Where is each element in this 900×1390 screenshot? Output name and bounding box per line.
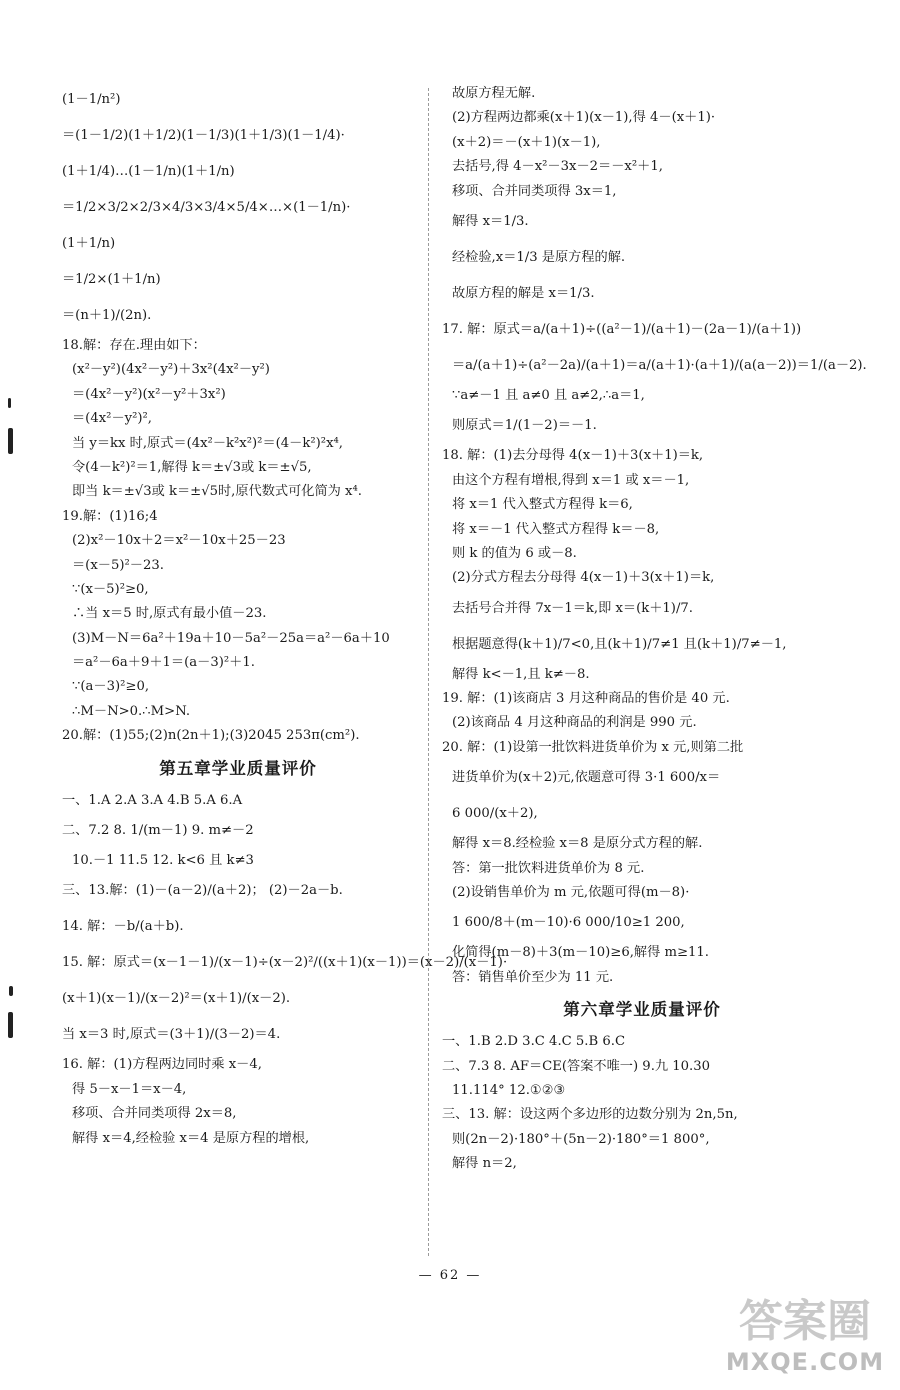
text-line: ∵(a－3)²≥0, [72,679,150,695]
text-line: 二、7.3 8. AF＝CE(答案不唯一) 9.九 10.30 [442,1058,711,1074]
text-line: 二、7.2 8. 1/(m－1) 9. m≠－2 [62,823,254,839]
text-line: 20. 解：(1)设第一批饮料进货单价为 x 元,则第二批 [442,739,744,755]
text-line: 解得 x＝8.经检验 x＝8 是原分式方程的解. [452,836,703,852]
text-line: 化简得(m－8)＋3(m－10)≥6,解得 m≥11. [452,945,710,961]
text-line: ＝(n＋1)/(2n). [62,308,152,323]
section-heading: 第六章学业质量评价 [563,1000,721,1020]
text-line: 得 5－x－1＝x－4, [72,1081,187,1097]
text-line: 经检验,x＝1/3 是原方程的解. [452,249,626,265]
section-heading: 第五章学业质量评价 [159,758,317,778]
text-line: 15. 解：原式＝(x－1－1)/(x－1)÷(x－2)²/((x＋1)(x－1))＝(x－2)/(x－1)· [62,955,508,971]
text-line: ＝(1－1/2)(1＋1/2)(1－1/3)(1＋1/3)(1－1/4)· [62,128,345,143]
text-line: 进货单价为(x＋2)元,依题意可得 3·1 600/x＝ [452,770,721,786]
text-line: 11.114° 12.①②③ [452,1082,566,1098]
text-line: 1 600/8＋(m－10)·6 000/10≥1 200, [452,915,685,931]
text-line: 答：第一批饮料进货单价为 8 元. [452,860,645,876]
text-line: 18. 解：(1)去分母得 4(x－1)＋3(x＋1)＝k, [442,448,704,464]
text-line: 令(4－k²)²＝1,解得 k＝±√3或 k＝±√5, [72,459,312,475]
text-line: 16. 解：(1)方程两边同时乘 x－4, [62,1057,262,1073]
right-column [442,82,867,1177]
text-line: 18.解：存在.理由如下： [62,338,206,353]
text-line: 一、1.A 2.A 3.A 4.B 5.A 6.A [62,792,243,808]
watermark-logo [720,1296,890,1382]
text-line: 19.解：(1)16;4 [62,508,158,524]
text-line: 则 k 的值为 6 或－8. [452,545,577,561]
text-line: (2)x²－10x＋2＝x²－10x＋25－23 [72,533,286,549]
text-line: ＝(4x²－y²)(x²－y²＋3x²) [72,386,226,402]
text-line: 17. 解：原式＝a/(a＋1)÷((a²－1)/(a＋1)－(2a－1)/(a＋1)) [442,321,802,337]
text-line: 解得 k<－1,且 k≠－8. [452,666,590,682]
text-line: ＝1/2×(1＋1/n) [62,272,161,287]
text-line: ＝a/(a＋1)÷(a²－2a)/(a＋1)＝a/(a＋1)·(a＋1)/(a(a－2))＝1/(a－2). [452,357,867,373]
text-line: 移项、合并同类项得 3x＝1, [452,183,617,199]
text-line: ∴当 x＝5 时,原式有最小值－23. [72,606,267,622]
text-line: 根据题意得(k＋1)/7<0,且(k＋1)/7≠1 且(k＋1)/7≠－1, [452,636,787,652]
text-line: ∵a≠－1 且 a≠0 且 a≠2,∴a＝1, [452,387,645,403]
page-number: — 62 — [418,1268,482,1283]
scan-mark [9,986,13,996]
text-line: (x＋1)(x－1)/(x－2)²＝(x＋1)/(x－2). [62,991,291,1007]
text-line: 一、1.B 2.D 3.C 4.C 5.B 6.C [442,1034,626,1050]
scan-mark [8,428,13,454]
text-line: 解得 x＝4,经检验 x＝4 是原方程的增根, [72,1130,310,1146]
text-line: 将 x＝1 代入整式方程得 k＝6, [452,497,633,513]
text-line: (x＋2)＝－(x＋1)(x－1), [452,134,601,150]
text-line: 答：销售单价至少为 11 元. [452,969,614,985]
scan-mark [8,398,11,408]
text-line: 14. 解：－b/(a＋b). [62,919,184,935]
watermark-url: MXQE.COM [725,1348,885,1376]
text-line: 当 y＝kx 时,原式＝(4x²－k²x²)²＝(4－k²)²x⁴, [72,435,343,451]
text-line: ＝a²－6a＋9＋1＝(a－3)²＋1. [72,655,255,671]
text-line: 三、13.解：(1)－(a－2)/(a＋2)； (2)－2a－b. [62,883,343,899]
text-line: 当 x＝3 时,原式＝(3＋1)/(3－2)＝4. [62,1027,281,1043]
text-line: (2)设销售单价为 m 元,依题可得(m－8)· [452,885,690,901]
text-line: 三、13. 解：设这两个多边形的边数分别为 2n,5n, [442,1107,738,1123]
text-line: 则原式＝1/(1－2)＝－1. [452,418,597,434]
text-line: 6 000/(x＋2), [452,806,538,822]
text-line: 解得 x＝1/3. [452,213,529,229]
text-line: (2)分式方程去分母得 4(x－1)＋3(x＋1)＝k, [452,570,715,586]
text-line: 则(2n－2)·180°＋(5n－2)·180°＝1 800°, [452,1131,710,1147]
text-line: (1＋1/n) [62,236,116,251]
text-line: (1－1/n²) [62,92,121,107]
text-line: ∵(x－5)²≥0, [72,581,149,597]
text-line: (3)M－N＝6a²＋19a＋10－5a²－25a＝a²－6a＋10 [72,630,390,646]
text-line: ＝(4x²－y²)², [72,411,152,427]
text-line: ＝(x－5)²－23. [72,557,164,573]
text-line: 即当 k＝±√3或 k＝±√5时,原代数式可化简为 x⁴. [72,484,362,500]
text-line: 将 x＝－1 代入整式方程得 k＝－8, [452,521,660,537]
text-line: 10.－1 11.5 12. k<6 且 k≠3 [72,853,254,869]
text-line: 由这个方程有增根,得到 x＝1 或 x＝－1, [452,472,690,488]
text-line: 解得 n＝2, [452,1156,517,1172]
text-line: 去括号合并得 7x－1＝k,即 x＝(k＋1)/7. [452,600,693,616]
text-line: (1＋1/4)…(1－1/n)(1＋1/n) [62,164,235,179]
text-line: (2)该商品 4 月这种商品的利润是 990 元. [452,715,697,731]
scan-mark [8,1012,13,1038]
watermark-text: 答案圈 [739,1296,871,1347]
text-line: 移项、合并同类项得 2x＝8, [72,1106,237,1122]
text-line: 故原方程无解. [452,86,536,101]
text-line: ∴M－N>0.∴M>N. [72,703,191,719]
text-line: (x²－y²)(4x²－y²)＋3x²(4x²－y²) [72,362,270,378]
text-line: 19. 解：(1)该商店 3 月这种商品的售价是 40 元. [442,691,730,707]
column-divider [428,88,429,1256]
text-line: ＝1/2×3/2×2/3×4/3×3/4×5/4×…×(1－1/n)· [62,200,351,215]
text-line: 故原方程的解是 x＝1/3. [452,285,595,301]
text-line: (2)方程两边都乘(x＋1)(x－1),得 4－(x＋1)· [452,110,716,126]
text-line: 去括号,得 4－x²－3x－2＝－x²＋1, [452,159,663,175]
text-line: 20.解：(1)55;(2)n(2n＋1);(3)2045 253π(cm²). [62,728,360,744]
